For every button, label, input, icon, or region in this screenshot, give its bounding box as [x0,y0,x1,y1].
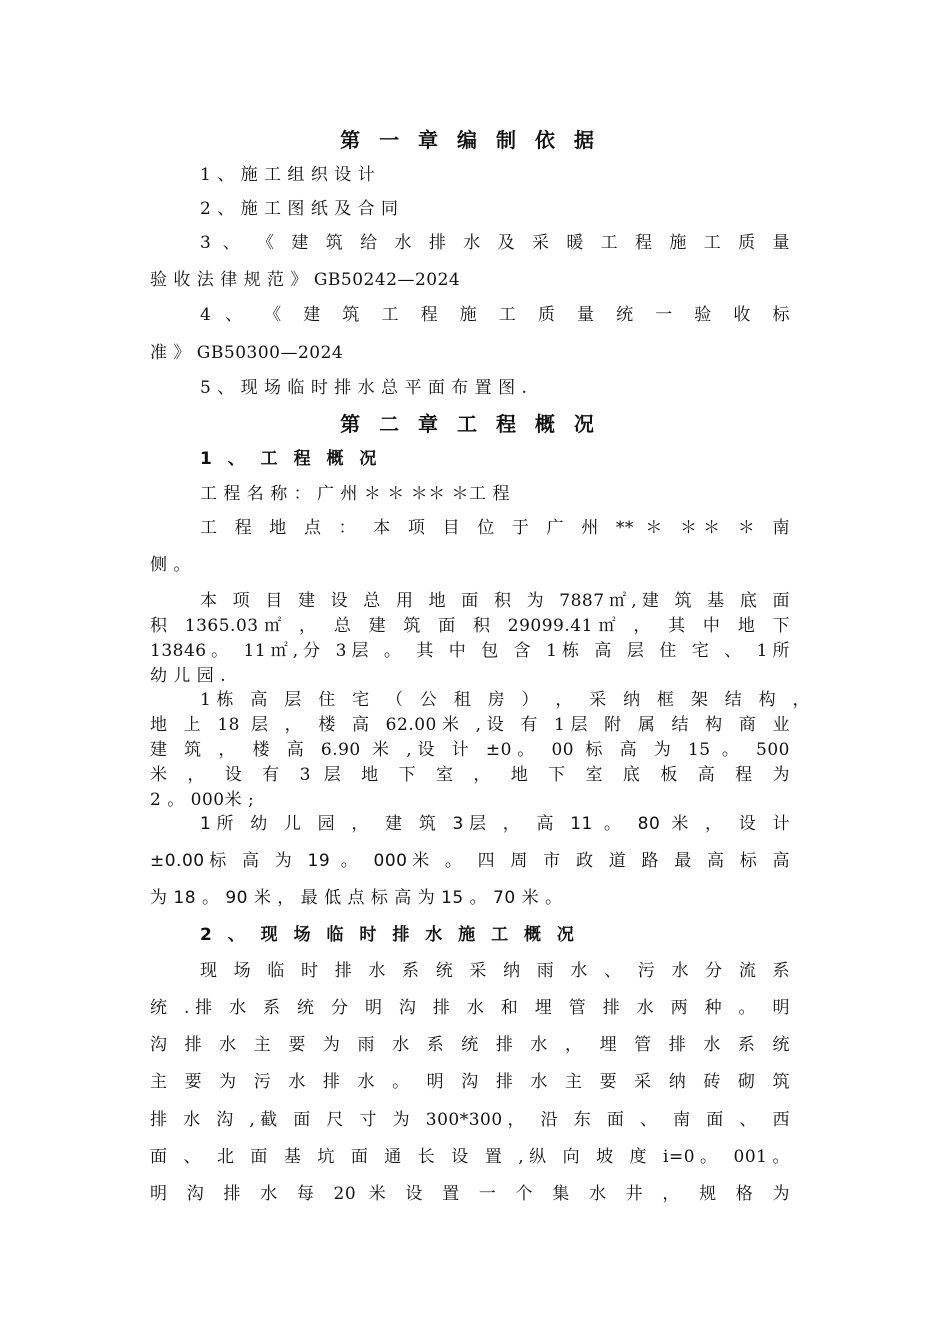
para3-line1: 1所 幼 儿 园 ， 建 筑 3层 ， 高 11 。 80 米 ， 设 计 [200,814,790,834]
para2-line3: 建 筑 ， 楼 高 6.90 米 ,设 计 ±0。 00 标 高 为 15 。 500 [150,740,790,760]
section2-line3: 沟 排 水 主 要 为 雨 水 系 统 排 水 ， 埋 管 排 水 系 统 [150,1035,790,1055]
section1-heading: 1 、 工 程 概 况 [200,449,382,469]
section2-line5: 排 水 沟 ,截 面 尺 寸 为 300*300， 沿 东 面 、 南 面 、 西 [150,1110,790,1130]
para2-line2: 地 上 18 层 ， 楼 高 62.00米 ,设 有 1层 附 属 结 构 商 业 [150,715,790,735]
basis-item-1: 1 、 施 工 组 织 设 计 [200,165,376,185]
section2-line6: 面 、 北 面 基 坑 面 通 长 设 置 ,纵 向 坡 度 i=0。 001。 [150,1147,790,1167]
section2-line7: 明 沟 排 水 每 20 米 设 置 一 个 集 水 井 ， 规 格 为 [150,1184,790,1204]
para3-line2: ±0.00标 高 为 19 。 000米 。 四 周 市 政 道 路 最 高 标 高 [150,851,790,871]
para2-line4: 米 ， 设 有 3 层 地 下 室 ， 地 下 室 底 板 高 程 为 [150,765,790,785]
para1-line4: 幼 儿 园 . [150,666,227,686]
section2-line1: 现 场 临 时 排 水 系 统 采 纳 雨 水 、 污 水 分 流 系 [200,961,790,981]
chapter2-title: 第 二 章 工 程 概 况 [340,412,600,436]
para1-line3: 13846。 11㎡,分 3层 。 其 中 包 含 1栋 高 层 住 宅 、 1所 [150,641,790,661]
section2-line2: 统 .排 水 系 统 分 明 沟 排 水 和 埋 管 排 水 两 种 。 明 [150,998,790,1018]
para1-line2: 积 1365.03㎡ ， 总 建 筑 面 积 29099.41㎡ ， 其 中 地 下 [150,616,790,636]
section2-heading: 2 、 现 场 临 时 排 水 施 工 概 况 [200,925,579,945]
project-site-cont: 侧 。 [150,555,191,575]
project-site: 工 程 地 点 ： 本 项 目 位 于 广 州 ** ＊ ＊＊ ＊ 南 [200,518,790,538]
basis-item-2: 2 、 施 工 图 纸 及 合 同 [200,199,399,219]
project-name: 工 程 名 称 ： 广 州 ＊ ＊ ＊＊ ＊工 程 [200,484,510,504]
basis-item-4: 4 、 《 建 筑 工 程 施 工 质 量 统 一 验 收 标 [200,305,790,325]
basis-item-5: 5 、 现 场 临 时 排 水 总 平 面 布 置 图 . [200,378,528,398]
basis-item-3-cont: 验 收 法 律 规 范 》 GB50242—2024 [150,270,461,290]
para2-line5: 2 。 000米 ; [150,790,255,810]
section2-line4: 主 要 为 污 水 排 水 。 明 沟 排 水 主 要 采 纳 砖 砌 筑 [150,1072,790,1092]
basis-item-4-cont: 准 》 GB50300—2024 [150,343,344,363]
basis-item-3: 3 、 《 建 筑 给 水 排 水 及 采 暖 工 程 施 工 质 量 [200,233,790,253]
para3-line3: 为 18 。 90 米 ， 最 低 点 标 高 为 15 。 70 米 。 [150,888,563,908]
chapter1-title: 第 一 章 编 制 依 据 [340,128,600,152]
para2-line1: 1栋 高 层 住 宅 （ 公 租 房 ） ， 采 纳 框 架 结 构 ， [200,690,810,710]
para1-line1: 本 项 目 建 设 总 用 地 面 积 为 7887㎡,建 筑 基 底 面 [200,591,790,611]
